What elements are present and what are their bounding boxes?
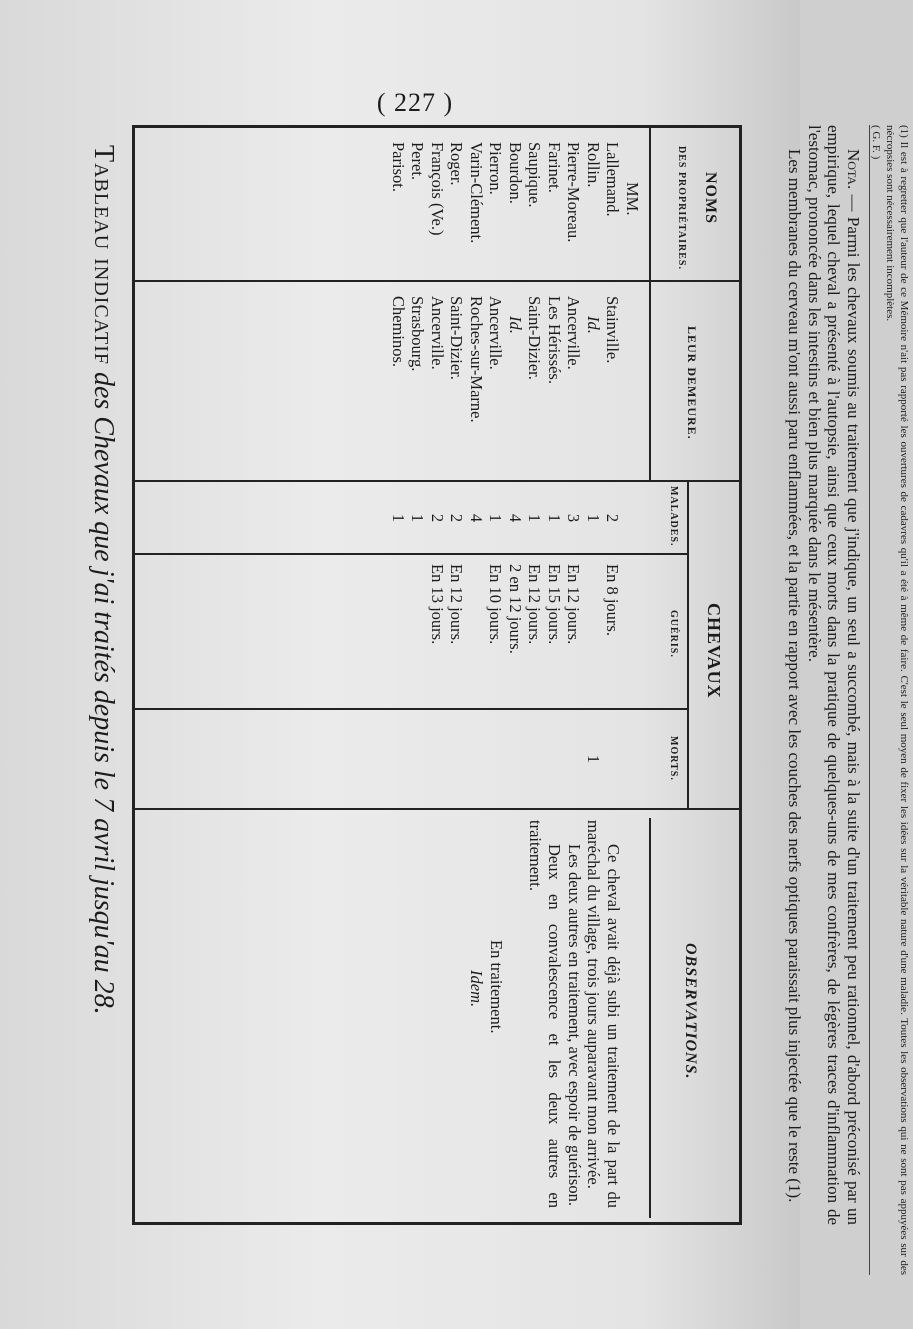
list-item: Roches-sur-Marne.	[467, 296, 486, 423]
column-gueris	[389, 564, 643, 654]
list-item: Lallemand.	[603, 142, 623, 217]
list-item	[603, 716, 623, 802]
list-item	[623, 490, 643, 546]
nota-block	[785, 125, 863, 1225]
list-item: 1	[584, 513, 603, 523]
list-item: Roger.	[447, 142, 467, 186]
list-item: En 13 jours.	[428, 564, 447, 645]
header-gueris: GUÉRIS.	[668, 610, 679, 658]
column-observations	[467, 820, 623, 1208]
nota-label: Nota.	[844, 149, 863, 190]
column-demeure	[389, 296, 643, 423]
list-item	[389, 716, 409, 802]
observation-1: Ce cheval avait déjà subi un traitement de la part du maréchal du village, trois jours auparavant mon arrivée.	[584, 820, 623, 1208]
list-item: Pierre-Moreau.	[564, 142, 584, 243]
list-item: 4	[506, 513, 525, 523]
list-item: Les Hérissés.	[545, 296, 564, 384]
list-item: Rollin.	[584, 142, 603, 188]
list-item	[447, 716, 467, 802]
list-item: 1	[486, 513, 506, 523]
footnote-text: (1) Il est à regretter que l'auteur de ce Mémoire n'ait pas rapporté les ouvertures de cadavres qu'il a été à même de faire. C'est le seul moyen de fixer les idées sur la véritable nature d'une maladie. Toutes les observations qui ne sont pas appuyées sur des nécropsies sont nécessairement incomplètes.	[884, 125, 910, 1275]
footnote-rule	[869, 125, 870, 1275]
list-item: François (Ve.)	[428, 142, 447, 236]
list-item: Saint-Dizier.	[525, 296, 545, 380]
list-item: En 12 jours.	[525, 564, 545, 645]
observation-5: Idem.	[467, 970, 487, 1008]
list-item: 1	[408, 513, 428, 523]
list-item	[408, 716, 428, 802]
list-item: Id.	[584, 316, 603, 334]
column-malades	[389, 490, 643, 546]
title-rest: des Chevaux que j'ai traités depuis le 7 avril jusqu'au 28.	[88, 364, 119, 1015]
list-item: 2	[428, 513, 447, 523]
header-noms-sub: DES PROPRIÉTAIRES.	[676, 146, 687, 270]
header-demeure: LEUR DEMEURE.	[685, 326, 699, 440]
list-item: Saint-Dizier.	[447, 296, 467, 380]
list-item	[408, 564, 428, 654]
list-item	[486, 716, 506, 802]
list-item	[467, 564, 487, 654]
list-item: Id.	[506, 316, 525, 334]
list-item: 2	[603, 513, 623, 523]
list-item: 3	[564, 513, 584, 523]
list-item	[545, 716, 565, 802]
list-item: Parisot.	[389, 142, 408, 192]
observation-3: Deux en convalescence et les deux autres en traitement.	[526, 820, 565, 1208]
footnote-signature: ( G. F. )	[870, 125, 882, 160]
list-item: Pierron.	[486, 142, 506, 195]
list-item: 2	[447, 513, 467, 523]
header-noms: NOMS	[702, 172, 719, 224]
list-item	[428, 716, 448, 802]
column-morts	[389, 716, 643, 802]
list-item	[584, 564, 604, 654]
table-title	[83, 145, 123, 1275]
list-item: En 8 jours.	[603, 564, 623, 636]
list-item: Ancerville.	[486, 296, 506, 370]
header-observations: OBSERVATIONS.	[682, 943, 699, 1080]
page-number: ( 227 )	[376, 88, 454, 117]
header-chevaux: CHEVAUX	[704, 603, 724, 699]
header-malades: MALADES.	[668, 486, 679, 547]
horses-table	[132, 125, 742, 1225]
nota-text-1: — Parmi les chevaux soumis au traitement que j'indique, un seul a succombé, mais à la suite d'un traitement peu rationnel, d'abord préconisé par un empirique, lequel cheval a présenté à l'autopsie, ainsi que ceux morts dans la pratique de quelques-uns de mes confrères, de légères traces d'inflammation de l'estomac, prononcée dans les intestins et bien plus marquée dans le mésentère.	[805, 125, 863, 1225]
list-item: En 15 jours.	[545, 564, 564, 645]
observation-4: En traitement.	[487, 940, 506, 1034]
list-item: 4	[467, 513, 486, 523]
list-item	[389, 564, 409, 654]
list-item: Stainville.	[603, 296, 623, 364]
list-item	[623, 564, 643, 654]
title-lead: Tableau indicatif	[88, 145, 119, 365]
list-item	[623, 296, 643, 423]
list-item: Ancerville.	[564, 296, 584, 370]
list-item	[623, 716, 643, 802]
rotated-content	[35, 125, 910, 1280]
nota-text-2: Les membranes du cerveau m'ont aussi paru enflammées, et la partie en rapport avec les couches des nerfs optiques paraissait plus injectée que le reste (1).	[785, 149, 805, 1203]
observation-2: Les deux autres en traitement, avec espoir de guérison.	[565, 844, 584, 1206]
list-item: 1	[525, 513, 545, 523]
list-item: 1	[584, 754, 603, 764]
list-item: Ancerville.	[428, 296, 447, 370]
list-item: Bourdon.	[506, 142, 525, 204]
list-item: Peret.	[408, 142, 428, 181]
list-item: Saupique.	[525, 142, 545, 208]
list-item: Strasbourg.	[408, 296, 428, 372]
list-item: En 12 jours.	[447, 564, 467, 645]
list-item: MM.	[623, 182, 642, 216]
column-noms	[389, 142, 643, 243]
list-item	[564, 716, 584, 802]
list-item: Varin-Clément.	[467, 142, 486, 244]
footnote-block	[870, 125, 913, 1275]
list-item: 2 en 12 jours.	[506, 564, 525, 654]
list-item: 1	[389, 513, 408, 523]
list-item	[506, 716, 526, 802]
list-item: 1	[545, 513, 564, 523]
list-item: En 10 jours.	[486, 564, 506, 645]
list-item: Farinet.	[545, 142, 564, 193]
list-item: En 12 jours.	[564, 564, 584, 645]
list-item	[467, 716, 487, 802]
list-item	[525, 716, 545, 802]
header-morts: MORTS.	[668, 736, 679, 781]
list-item: Cheminos.	[389, 296, 408, 368]
